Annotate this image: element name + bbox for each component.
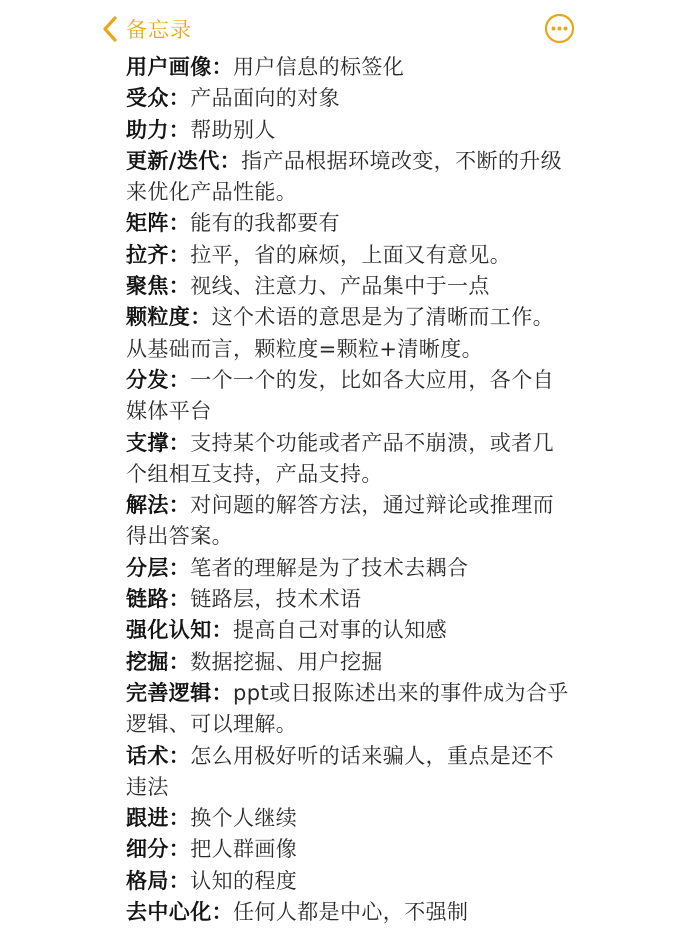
note-entry [126, 115, 571, 146]
entry-definition: 拉平，省的麻烦，上面又有意见。 [190, 242, 512, 267]
entry-definition: 指产品根据环境改变，不断的升级来优化产品性能。 [126, 148, 563, 205]
entry-term: 矩阵： [126, 211, 191, 236]
entry-term: 受众： [126, 86, 191, 111]
entry-term: 格局： [126, 868, 191, 893]
entry-definition: 任何人都是中心，不强制 [233, 900, 469, 925]
note-entry [126, 553, 571, 584]
note-entry [126, 302, 571, 365]
note-entry [126, 208, 571, 239]
back-label: 备忘录 [126, 18, 192, 42]
entry-definition: 提高自己对事的认知感 [233, 618, 447, 643]
entry-definition: 认知的程度 [190, 868, 298, 893]
note-entry [126, 803, 571, 834]
entry-definition: 帮助别人 [190, 117, 276, 142]
chevron-left-icon [100, 15, 120, 43]
entry-term: 聚焦： [126, 274, 191, 299]
entry-definition: 数据挖掘、用户挖掘 [190, 649, 383, 674]
note-entry [126, 584, 571, 615]
entry-term: 链路： [126, 587, 191, 612]
entry-definition: 笔者的理解是为了技术去耦合 [190, 555, 469, 580]
entry-term: 细分： [126, 837, 191, 862]
note-entry [126, 240, 571, 271]
entry-term: 用户画像： [126, 55, 233, 79]
entry-definition: 链路层，技术术语 [190, 587, 362, 612]
entry-definition: 对问题的解答方法，通过辩论或推理而得出答案。 [126, 493, 555, 549]
entry-term: 分层： [126, 555, 191, 580]
entry-definition: 换个人继续 [190, 806, 298, 831]
entry-term: 助力： [126, 117, 191, 142]
entry-definition: 用户信息的标签化 [233, 55, 405, 79]
entry-term: 跟进： [126, 806, 191, 831]
navigation-bar [0, 0, 690, 58]
entry-definition: 支持某个功能或者产品不崩溃，或者几个组相互支持，产品支持。 [126, 430, 555, 486]
note-entry [126, 647, 571, 678]
note-body[interactable] [126, 52, 571, 928]
note-entry [126, 428, 571, 491]
entry-term: 去中心化： [126, 900, 233, 925]
note-entry [126, 834, 571, 865]
note-entry [126, 365, 571, 428]
note-entry [126, 866, 571, 897]
entry-definition: 产品面向的对象 [190, 86, 341, 111]
note-entry [126, 897, 571, 928]
entry-definition: ppt或日报陈述出来的事件成为合乎逻辑、可以理解。 [126, 680, 569, 737]
note-entry [126, 615, 571, 646]
note-entry [126, 490, 571, 553]
entry-term: 分发： [126, 367, 191, 392]
entry-term: 强化认知： [126, 618, 233, 643]
entry-definition: 一个一个的发，比如各大应用，各个自媒体平台 [126, 367, 555, 424]
more-circle-icon[interactable] [544, 13, 575, 44]
entry-term: 更新/迭代： [126, 148, 242, 173]
entry-definition: 把人群画像 [190, 837, 298, 862]
entry-term: 颗粒度： [126, 305, 212, 330]
entry-definition: 能有的我都要有 [190, 211, 341, 236]
entry-term: 挖掘： [126, 649, 191, 674]
entry-term: 拉齐： [126, 242, 191, 267]
entry-definition: 视线、注意力、产品集中于一点 [190, 274, 490, 299]
note-entry [126, 271, 571, 302]
entry-term: 话术： [126, 743, 191, 768]
entry-term: 解法： [126, 493, 191, 518]
entry-definition: 怎么用极好听的话来骗人，重点是还不违法 [126, 743, 555, 799]
entry-term: 完善逻辑： [126, 680, 233, 705]
note-entry [126, 741, 571, 804]
note-entry [126, 146, 571, 209]
note-entry [126, 83, 571, 114]
back-button[interactable] [100, 12, 192, 46]
entry-term: 支撑： [126, 430, 191, 455]
note-entry [126, 678, 571, 741]
entry-definition: 这个术语的意思是为了清晰而工作。从基础而言，颗粒度=颗粒+清晰度。 [126, 305, 555, 361]
note-entry [126, 52, 571, 83]
